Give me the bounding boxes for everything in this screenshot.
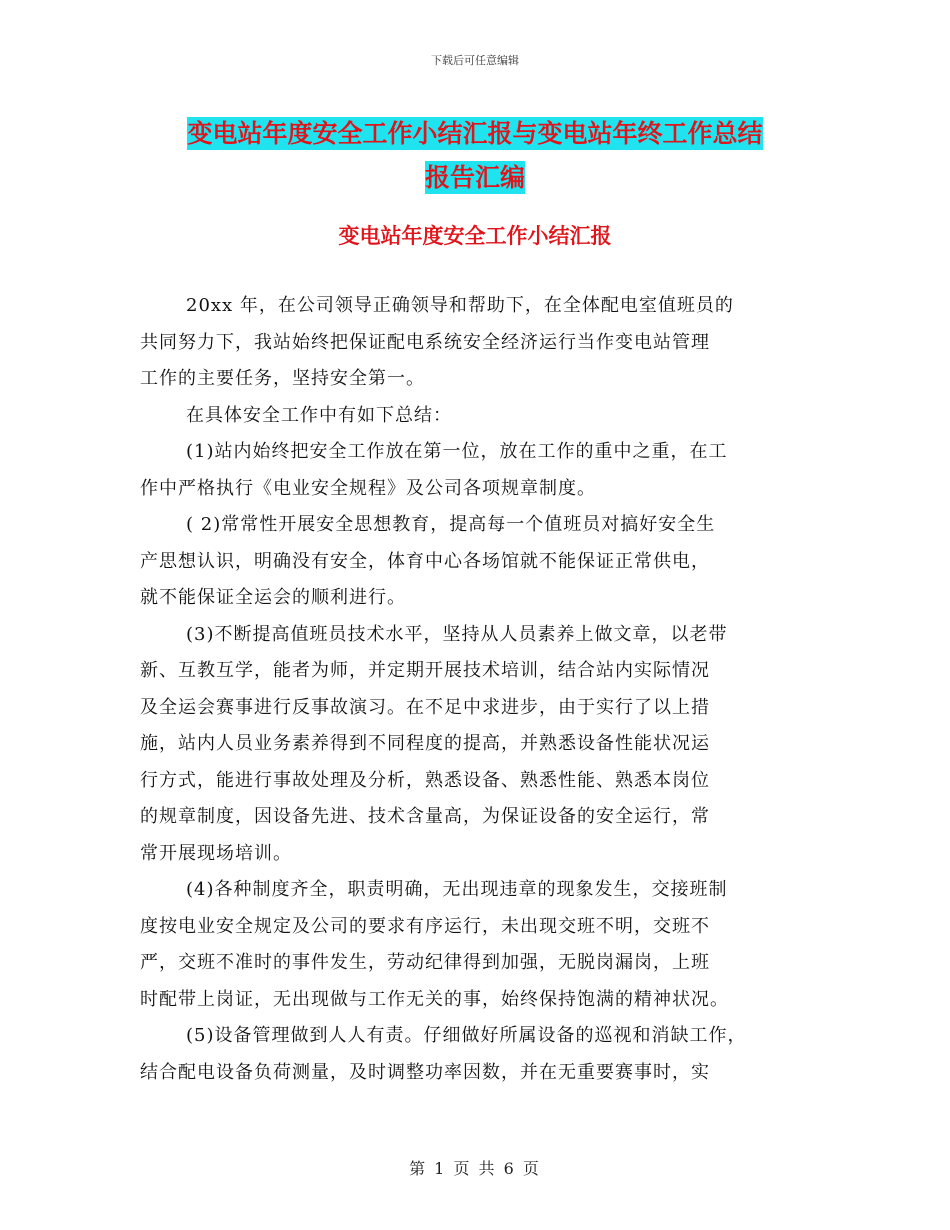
paragraph — [140, 398, 830, 435]
paragraph-line: (5)设备管理做到人人有责。仔细做好所属设备的巡视和消缺工作， — [186, 1025, 747, 1046]
paragraph — [140, 434, 830, 507]
paragraph-line: 严，交班不准时的事件发生，劳动纪律得到加强，无脱岗漏岗，上班 — [140, 952, 710, 973]
section-title: 变电站年度安全工作小结汇报 — [338, 224, 612, 248]
paragraph — [140, 617, 830, 873]
paragraph — [140, 507, 830, 617]
document-title-line-2 — [0, 156, 950, 200]
body-text — [140, 288, 830, 1091]
paragraph-line: 新、互教互学，能者为师，并定期开展技术培训，结合站内实际情况 — [140, 660, 710, 681]
document-title — [0, 112, 950, 200]
paragraph-line: (3)不断提高值班员技术水平，坚持从人员素养上做文章，以老带 — [186, 623, 728, 645]
paragraph-line: ( 2)常常性开展安全思想教育，提高每一个值班员对搞好安全生 — [186, 514, 716, 535]
paragraph-line: 就不能保证全运会的顺利进行。 — [140, 587, 406, 608]
paragraph — [140, 872, 830, 1018]
paragraph-line: 作中严格执行《电业安全规程》及公司各项规章制度。 — [140, 477, 596, 499]
paragraph-line: 产思想认识，明确没有安全，体育中心各场馆就不能保证正常供电， — [140, 550, 710, 572]
paragraph-line: (1)站内始终把安全工作放在第一位，放在工作的重中之重，在工 — [186, 441, 728, 462]
paragraph-line: 在具体安全工作中有如下总结： — [186, 404, 452, 426]
page-header-note: 下载后可任意编辑 — [431, 54, 519, 67]
title-highlight-1: 变电站年度安全工作小结汇报与变电站年终工作总结 — [187, 119, 763, 148]
page-footer: 第 1 页 共 6 页 — [409, 1159, 541, 1178]
paragraph — [140, 288, 830, 398]
paragraph-line: 常开展现场培训。 — [140, 842, 292, 864]
paragraph-line: 施，站内人员业务素养得到不同程度的提高，并熟悉设备性能状况运 — [140, 733, 710, 754]
paragraph-line: 及全运会赛事进行反事故演习。在不足中求进步，由于实行了以上措 — [140, 696, 710, 718]
paragraph-line: 结合配电设备负荷测量，及时调整功率因数，并在无重要赛事时，实 — [140, 1061, 710, 1083]
paragraph — [140, 1018, 830, 1091]
paragraph-line: (4)各种制度齐全，职责明确，无出现违章的现象发生，交接班制 — [186, 879, 728, 900]
paragraph-line: 时配带上岗证，无出现做与工作无关的事，始终保持饱满的精神状况。 — [140, 988, 729, 1010]
paragraph-line: 度按电业安全规定及公司的要求有序运行，未出现交班不明，交班不 — [140, 915, 710, 937]
document-title-line-1 — [0, 112, 950, 156]
title-highlight-2: 报告汇编 — [424, 163, 525, 192]
paragraph-line: 工作的主要任务，坚持安全第一。 — [140, 368, 425, 389]
paragraph-line: 20xx 年，在公司领导正确领导和帮助下，在全体配电室值班员的 — [186, 295, 734, 316]
paragraph-line: 共同努力下，我站始终把保证配电系统安全经济运行当作变电站管理 — [140, 331, 710, 353]
paragraph-line: 行方式，能进行事故处理及分析，熟悉设备、熟悉性能、熟悉本岗位 — [140, 769, 710, 791]
paragraph-line: 的规章制度，因设备先进、技术含量高，为保证设备的安全运行，常 — [140, 806, 710, 827]
